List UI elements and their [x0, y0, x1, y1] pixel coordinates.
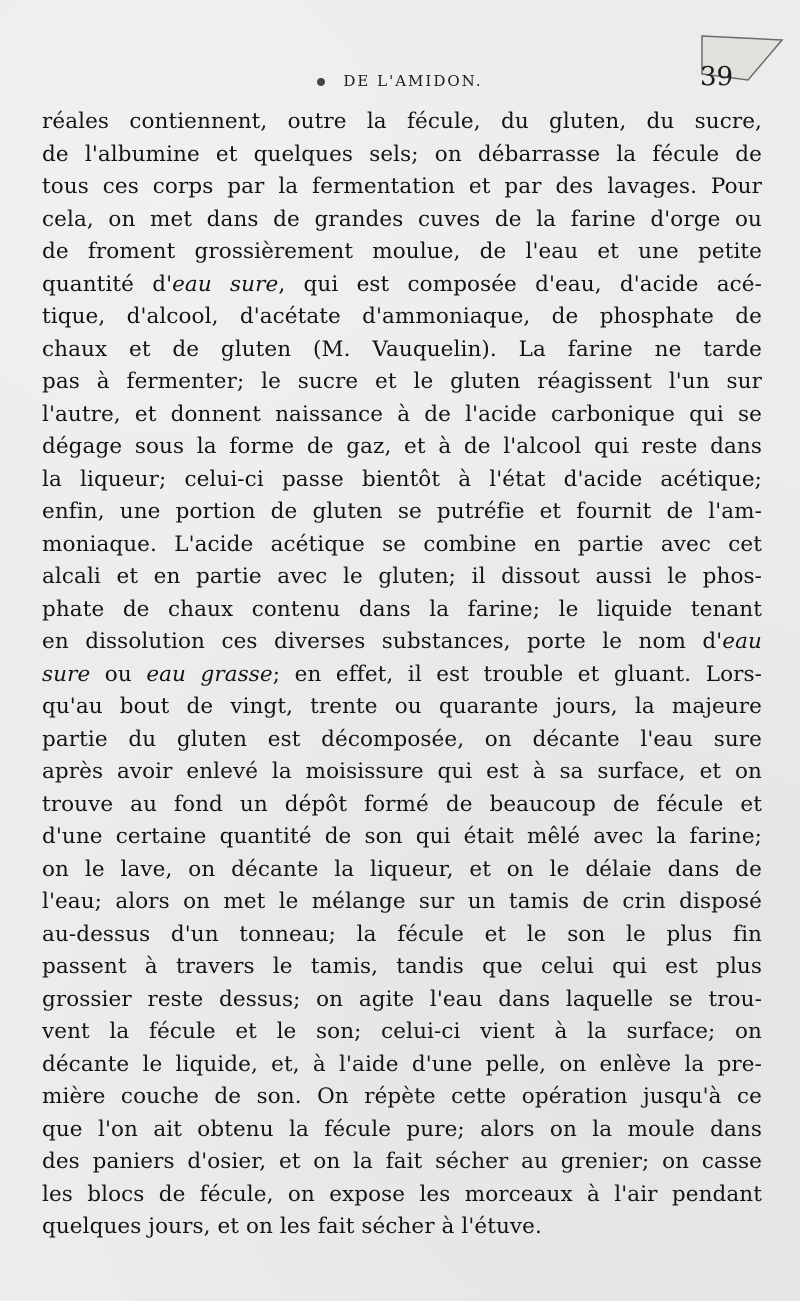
- text-segment: mière couche de son. On répète cette opération jusqu'à ce: [42, 1084, 762, 1109]
- text-line: [42, 529, 762, 562]
- text-segment: des paniers d'osier, et on la fait sécher au grenier; on casse: [42, 1149, 762, 1174]
- text-segment: l'autre, et donnent naissance à de l'acide carbonique qui se: [42, 401, 762, 427]
- text-line: [42, 854, 762, 887]
- text-line: [42, 691, 762, 724]
- page-number: 39: [700, 62, 734, 92]
- text-segment: ou: [90, 661, 147, 687]
- text-segment: grossier reste dessus; on agite l'eau dans laquelle se trou-: [42, 986, 762, 1012]
- text-line: [42, 886, 762, 919]
- text-segment: , qui est composée d'eau, d'acide acé-: [278, 271, 762, 297]
- text-line: [42, 1049, 762, 1082]
- text-segment: chaux et de gluten (M. Vauquelin). La farine ne tarde: [42, 336, 762, 362]
- text-line: [42, 789, 762, 822]
- text-line: [42, 301, 762, 334]
- running-head-text: DE L'AMIDON.: [343, 72, 483, 90]
- text-line: [42, 464, 762, 497]
- text-segment: après avoir enlevé la moisissure qui est à sa surface, et on: [42, 759, 762, 784]
- text-segment: partie du gluten est décomposée, on décante l'eau sure: [42, 726, 762, 752]
- text-line: [42, 106, 762, 139]
- text-segment: tique, d'alcool, d'acétate d'ammoniaque, de phosphate de: [42, 304, 762, 329]
- bullet-mark: [317, 78, 325, 86]
- text-line: [42, 236, 762, 269]
- text-segment: quantité d': [42, 271, 173, 297]
- text-segment: l'eau; alors on met le mélange sur un tamis de crin disposé: [42, 889, 762, 914]
- text-segment: pas à fermenter; le sucre et le gluten réagissent l'un sur: [42, 369, 762, 394]
- text-segment: de l'albumine et quelques sels; on débarrasse la fécule de: [42, 141, 762, 167]
- text-segment: moniaque. L'acide acétique se combine en partie avec cet: [42, 531, 762, 557]
- text-segment: au-dessus d'un tonneau; la fécule et le son le plus fin: [42, 921, 762, 947]
- text-line: [42, 431, 762, 464]
- text-line: [42, 821, 762, 854]
- text-line: [42, 724, 762, 757]
- text-line: [42, 1016, 762, 1049]
- text-segment: qu'au bout de vingt, trente ou quarante jours, la majeure: [42, 694, 762, 719]
- text-line: [42, 334, 762, 367]
- text-segment: décante le liquide, et, à l'aide d'une pelle, on enlève la pre-: [42, 1051, 762, 1077]
- text-line: [42, 984, 762, 1017]
- text-segment: tous ces corps par la fermentation et par des lavages. Pour: [42, 174, 762, 199]
- text-segment: enfin, une portion de gluten se putréfie et fournit de l'am-: [42, 499, 762, 524]
- text-segment: eau grasse: [146, 661, 273, 687]
- text-line: [42, 1114, 762, 1147]
- text-segment: réales contiennent, outre la fécule, du gluten, du sucre,: [42, 109, 762, 134]
- text-segment: alcali et en partie avec le gluten; il dissout aussi le phos-: [42, 564, 762, 589]
- text-segment: on le lave, on décante la liqueur, et on le délaie dans de: [42, 856, 762, 882]
- text-line: [42, 139, 762, 172]
- text-segment: passent à travers le tamis, tandis que celui qui est plus: [42, 954, 762, 979]
- text-line: [42, 659, 762, 692]
- text-segment: sure: [42, 661, 91, 687]
- text-line: [42, 1211, 762, 1244]
- text-line: [42, 366, 762, 399]
- body-text: [42, 106, 762, 1244]
- text-line: [42, 561, 762, 594]
- text-line: [42, 626, 762, 659]
- text-segment: de froment grossièrement moulue, de l'eau et une petite: [42, 239, 762, 264]
- text-line: [42, 269, 762, 302]
- running-head: [0, 72, 800, 90]
- text-line: [42, 204, 762, 237]
- text-line: [42, 756, 762, 789]
- text-segment: vent la fécule et le son; celui-ci vient à la surface; on: [42, 1019, 762, 1044]
- text-segment: dégage sous la forme de gaz, et à de l'alcool qui reste dans: [42, 434, 762, 459]
- text-line: [42, 919, 762, 952]
- text-line: [42, 171, 762, 204]
- text-line: [42, 951, 762, 984]
- text-segment: la liqueur; celui-ci passe bientôt à l'état d'acide acétique;: [42, 466, 762, 492]
- text-line: [42, 1146, 762, 1179]
- text-segment: d'une certaine quantité de son qui était mêlé avec la farine;: [42, 824, 762, 849]
- text-segment: quelques jours, et on les fait sécher à l'étuve.: [42, 1214, 542, 1239]
- text-line: [42, 1081, 762, 1114]
- text-line: [42, 496, 762, 529]
- text-line: [42, 399, 762, 432]
- text-segment: trouve au fond un dépôt formé de beaucoup de fécule et: [42, 791, 762, 817]
- text-segment: les blocs de fécule, on expose les morceaux à l'air pendant: [42, 1181, 762, 1207]
- text-segment: cela, on met dans de grandes cuves de la farine d'orge ou: [42, 206, 762, 232]
- text-segment: eau: [722, 629, 762, 654]
- text-segment: en dissolution ces diverses substances, porte le nom d': [42, 629, 723, 654]
- text-line: [42, 594, 762, 627]
- text-segment: que l'on ait obtenu la fécule pure; alors on la moule dans: [42, 1116, 762, 1142]
- text-segment: eau sure: [172, 271, 279, 297]
- text-segment: ; en effet, il est trouble et gluant. Lors-: [272, 661, 762, 687]
- text-segment: phate de chaux contenu dans la farine; le liquide tenant: [42, 596, 762, 622]
- text-line: [42, 1179, 762, 1212]
